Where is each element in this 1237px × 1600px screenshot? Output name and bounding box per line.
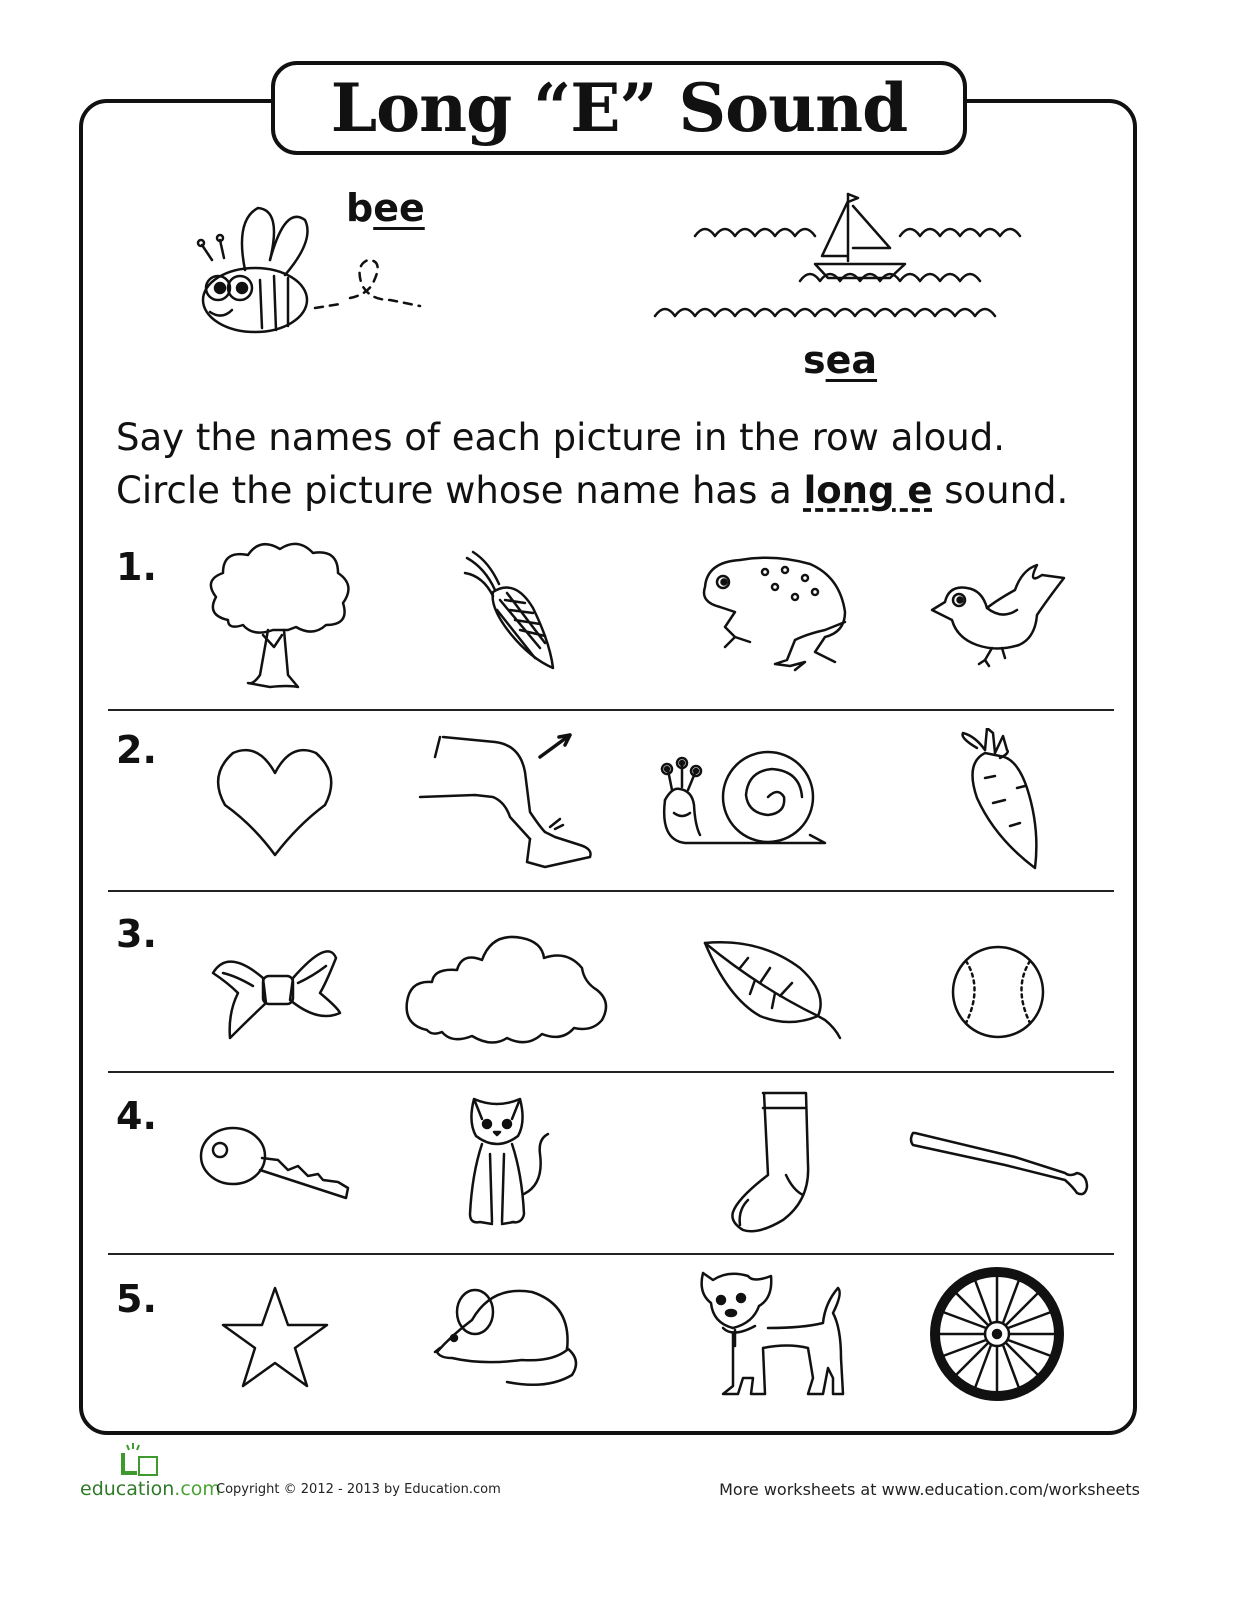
more-worksheets-link[interactable]: More worksheets at www.education.com/worksheets bbox=[719, 1480, 1140, 1499]
education-brand: education.com bbox=[80, 1478, 221, 1500]
bird-icon bbox=[927, 560, 1067, 670]
snail-icon bbox=[650, 745, 835, 850]
mouse-icon bbox=[432, 1280, 582, 1390]
example-word-sea: sea bbox=[803, 338, 878, 382]
cloud-icon bbox=[402, 930, 612, 1050]
leaf-icon bbox=[700, 938, 845, 1043]
wheel-icon bbox=[925, 1262, 1070, 1407]
baseball-icon bbox=[948, 943, 1048, 1041]
row-divider bbox=[108, 1253, 1114, 1255]
sock-icon bbox=[728, 1090, 818, 1235]
cat-icon bbox=[462, 1094, 552, 1229]
title-box bbox=[271, 61, 967, 155]
key-icon bbox=[198, 1118, 358, 1208]
sea-sailboat-icon bbox=[650, 186, 1040, 326]
instructions: Say the names of each picture in the row aloud. Circle the picture whose name has a long e sound. bbox=[116, 416, 1069, 512]
row-number: 1. bbox=[116, 545, 157, 589]
star-icon bbox=[220, 1285, 330, 1390]
corn-icon bbox=[455, 548, 565, 678]
bow-icon bbox=[208, 938, 348, 1043]
tree-icon bbox=[198, 535, 358, 695]
row-divider bbox=[108, 709, 1114, 711]
row-number: 4. bbox=[116, 1094, 157, 1138]
bat-icon bbox=[905, 1125, 1090, 1200]
carrot-icon bbox=[955, 728, 1050, 873]
row-number: 2. bbox=[116, 728, 157, 772]
knee-icon bbox=[415, 727, 600, 872]
worksheet-title: Long “E” Sound bbox=[330, 69, 908, 147]
row-number: 5. bbox=[116, 1277, 157, 1321]
example-word-bee: bee bbox=[346, 186, 425, 230]
row-number: 3. bbox=[116, 912, 157, 956]
row-divider bbox=[108, 1071, 1114, 1073]
copyright-text: Copyright © 2012 - 2013 by Education.com bbox=[216, 1482, 501, 1497]
heart-icon bbox=[213, 745, 338, 860]
row-divider bbox=[108, 890, 1114, 892]
dog-icon bbox=[693, 1268, 853, 1403]
education-logo-icon bbox=[117, 1443, 161, 1479]
frog-icon bbox=[695, 552, 855, 672]
